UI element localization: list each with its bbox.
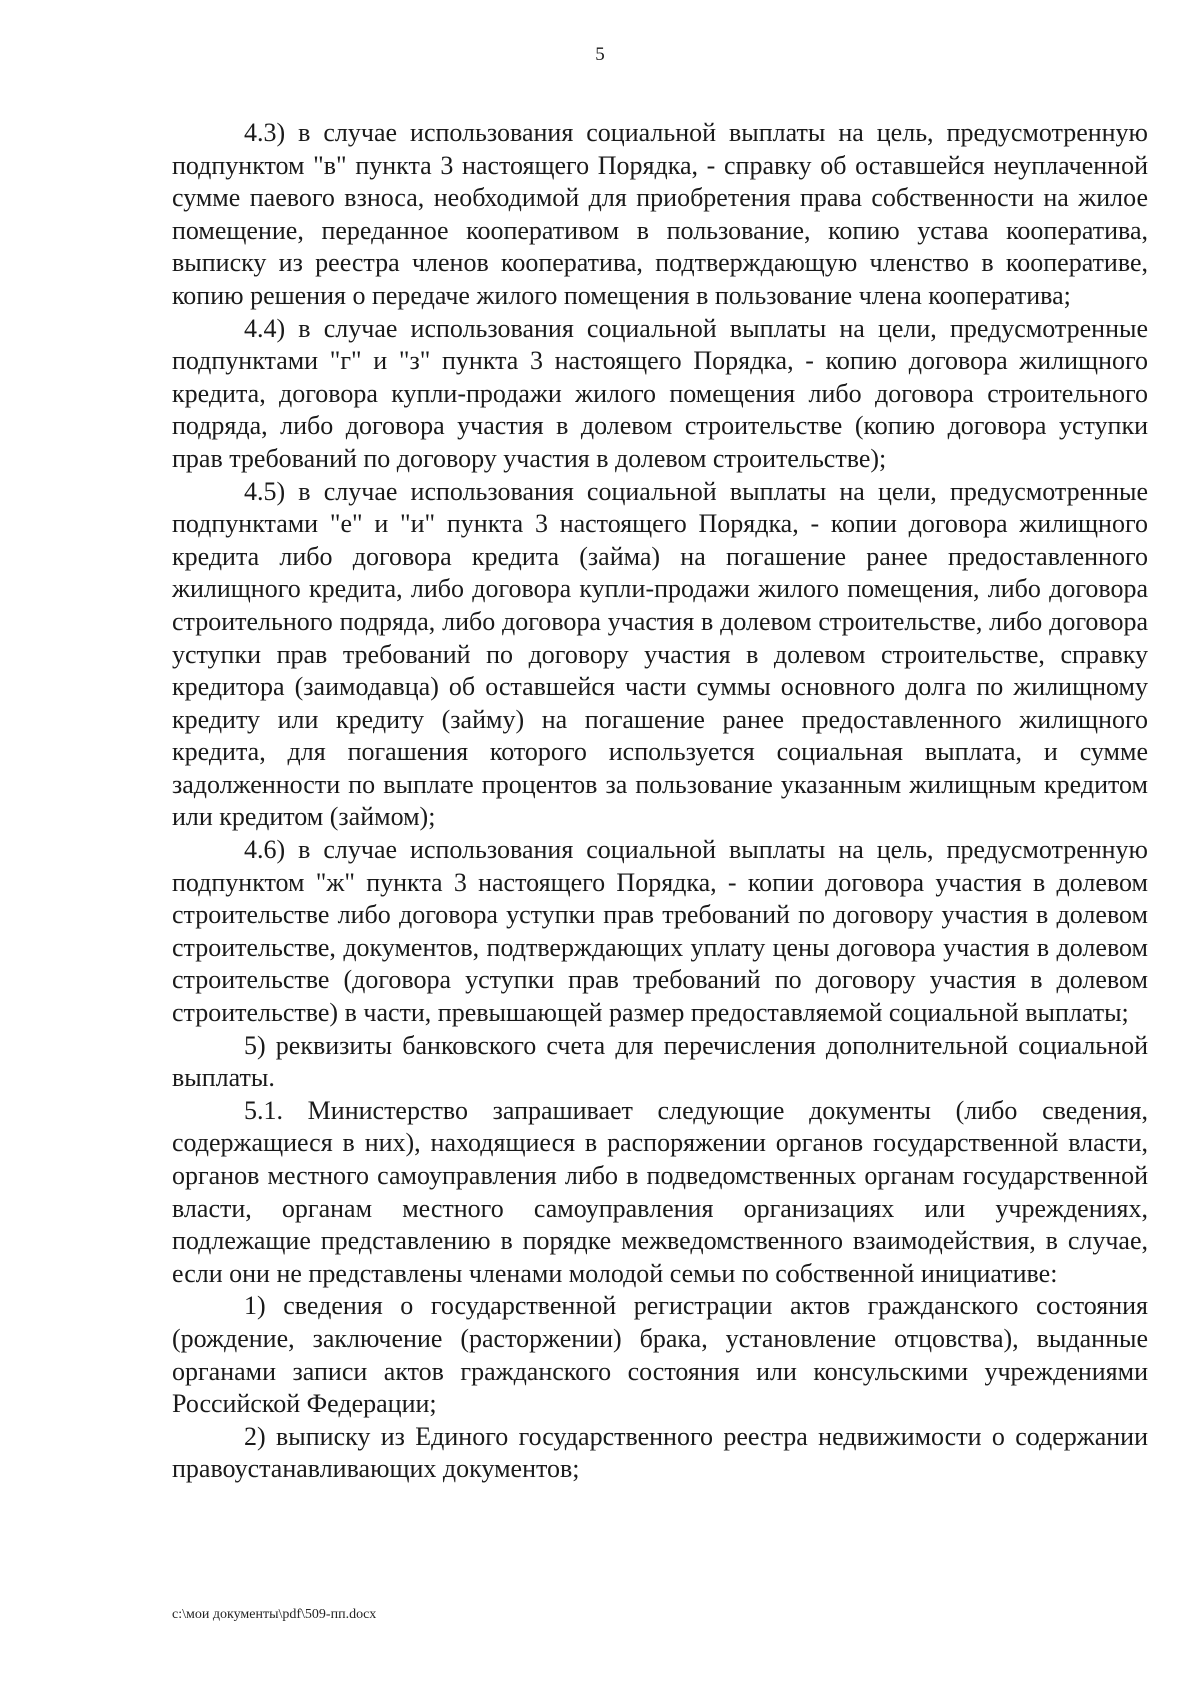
paragraph-4-4: 4.4) в случае использования социальной выплаты на цели, предусмотренные подпунктами "г" и "з" пункта 3 настоящего Порядка, - копию договора жилищного кредита, договора купли-продажи жилого помещения либо договора строительного подряда, либо договора участия в долевом строительстве (копию договора уступки прав требований по договору участия в долевом строительстве); xyxy=(172,313,1148,473)
paragraph-4-6: 4.6) в случае использования социальной выплаты на цель, предусмотренную подпунктом "ж" пункта 3 настоящего Порядка, - копии договора участия в долевом строительстве либо договора уступки прав требований по договору участия в долевом строительстве, документов, подтверждающих уплату цены договора участия в долевом строительстве (договора уступки прав требований по договору участия в долевом строительстве) в части, превышающей размер предоставляемой социальной выплаты; xyxy=(172,835,1148,1028)
page-number: 5 xyxy=(595,44,605,65)
document-body xyxy=(172,117,1148,1486)
paragraph-5-1-item-1: 1) сведения о государственной регистрации актов гражданского состояния (рождение, заключение (расторжении) брака, установление отцовства), выданные органами записи актов гражданского состояния или консульскими учреждениями Российской Федерации; xyxy=(172,1291,1148,1419)
paragraph-4-3: 4.3) в случае использования социальной выплаты на цель, предусмотренную подпунктом "в" пункта 3 настоящего Порядка, - справку об оставшейся неуплаченной сумме паевого взноса, необходимой для приобретения права собственности на жилое помещение, переданное кооперативом в пользование, копию устава кооператива, выписку из реестра членов кооператива, подтверждающую членство в кооперативе, копию решения о передаче жилого помещения в пользование члена кооператива; xyxy=(172,118,1148,310)
paragraph-5: 5) реквизиты банковского счета для перечисления дополнительной социальной выплаты. xyxy=(172,1030,1148,1093)
paragraph-5-1-item-2: 2) выписку из Единого государственного реестра недвижимости о содержании правоустанавливающих документов; xyxy=(172,1421,1148,1484)
paragraph-5-1: 5.1. Министерство запрашивает следующие документы (либо сведения, содержащиеся в них), находящиеся в распоряжении органов государственной власти, органов местного самоуправления либо в подведомственных органам государственной власти, органам местного самоуправления организациях или учреждениях, подлежащие представлению в порядке межведомственного взаимодействия, в случае, если они не представлены членами молодой семьи по собственной инициативе: xyxy=(172,1095,1148,1288)
footer-file-path: c:\мои документы\pdf\509-пп.docx xyxy=(172,1607,377,1622)
paragraph-4-5: 4.5) в случае использования социальной выплаты на цели, предусмотренные подпунктами "е" и "и" пункта 3 настоящего Порядка, - копии договора жилищного кредита либо договора кредита (займа) на погашение ранее предоставленного жилищного кредита, либо договора купли-продажи жилого помещения, либо договора строительного подряда, либо договора участия в долевом строительстве, либо договора уступки прав требований по договору участия в долевом строительстве, справку кредитора (заимодавца) об оставшейся части суммы основного долга по жилищному кредиту или кредиту (займу) на погашение ранее предоставленного жилищного кредита, для погашения которого используется социальная выплата, и сумме задолженности по выплате процентов за пользование указанным жилищным кредитом или кредитом (займом); xyxy=(172,476,1148,832)
